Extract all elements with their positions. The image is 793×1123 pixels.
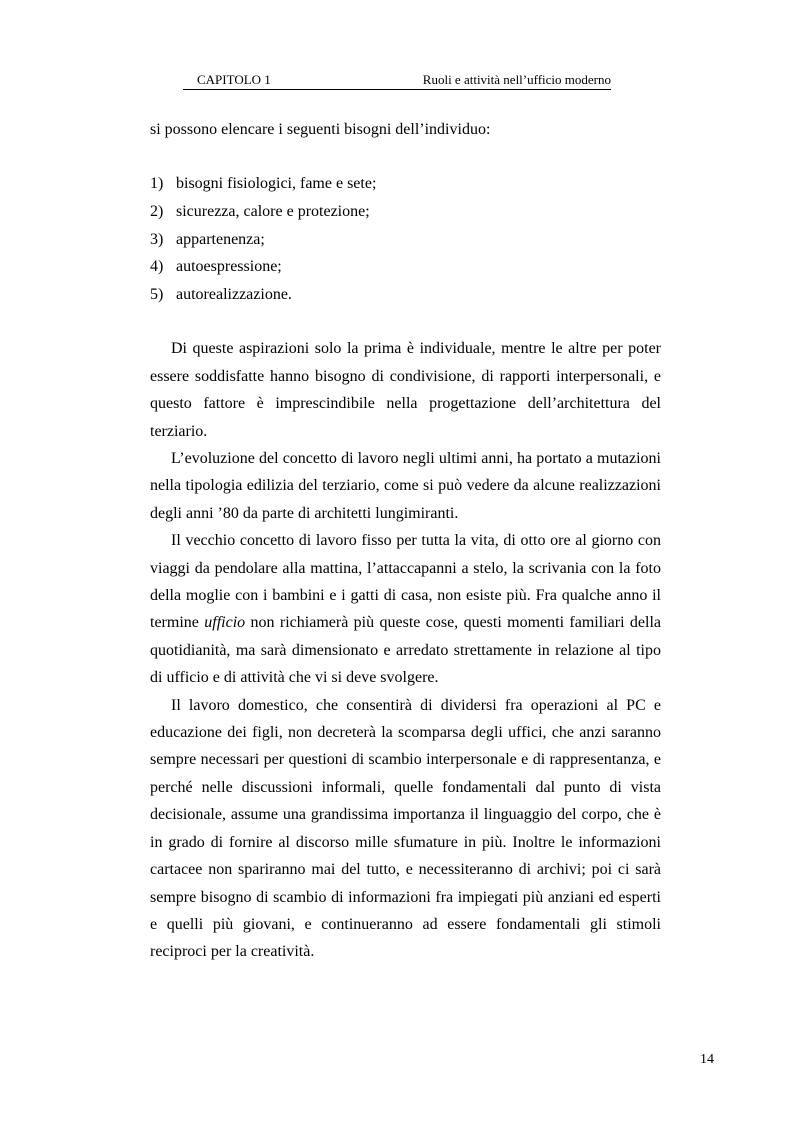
list-item-text: autoespressione; xyxy=(176,258,282,276)
list-item-number: 1) xyxy=(150,175,164,193)
list-item-number: 2) xyxy=(150,203,164,220)
section-title: Ruoli e attività nell’ufficio moderno xyxy=(422,72,611,87)
paragraph xyxy=(150,527,661,691)
emphasized-term: ufficio xyxy=(204,614,246,632)
needs-list xyxy=(150,170,661,308)
intro-sentence: si possono elencare i seguenti bisogni dell’individuo: xyxy=(150,121,491,138)
list-item xyxy=(150,253,661,281)
list-item xyxy=(150,198,661,226)
list-item-text: appartenenza; xyxy=(176,230,265,248)
list-item-number: 5) xyxy=(150,285,164,303)
list-item-text: autorealizzazione. xyxy=(176,285,292,303)
paragraph: L’evoluzione del concetto di lavoro negli ultimi anni, ha portato a mutazioni nella tipologia edilizia del terziario, come si può vedere da alcune realizzazioni degli anni ’80 da parte di architetti lungimiranti. xyxy=(150,450,661,522)
list-item-text: sicurezza, calore e protezione; xyxy=(176,203,370,220)
chapter-label: CAPITOLO 1 xyxy=(197,72,271,87)
paragraph-text: non richiamerà più queste cose, questi momenti familiari della quotidianità, ma sarà dimensionato e arredato strettamente in relazione al tipo di ufficio e di attività che vi si deve svolgere. xyxy=(150,614,661,687)
running-header xyxy=(183,71,611,90)
list-item xyxy=(150,226,661,254)
paragraph-text: Il vecchio concetto di lavoro fisso per tutta la vita, di otto ore al giorno con viaggi da pendolare alla mattina, l’attaccapanni a stelo, la scrivania con la foto della moglie con i bambini e i gatti di casa, non esiste più. Fra qualche anno il termine xyxy=(150,532,661,632)
list-item-number: 4) xyxy=(150,258,164,276)
page-number: 14 xyxy=(700,1052,714,1067)
list-item-number: 3) xyxy=(150,230,164,248)
list-item xyxy=(150,170,661,198)
list-item-text: bisogni fisiologici, fame e sete; xyxy=(176,175,377,193)
paragraph: Il lavoro domestico, che consentirà di dividersi fra operazioni al PC e educazione dei figli, non decreterà la scomparsa degli uffici, che anzi saranno sempre necessari per questioni di scambio interpersonale e di rappresentanza, e perché nelle discussioni informali, quelle fondamentali dal punto di vista decisionale, assume una grandissima importanza il linguaggio del corpo, che è in grado di fornire al discorso mille sfumature in più. Inoltre le informazioni cartacee non spariranno mai del tutto, e necessiteranno di archivi; poi ci sarà sempre bisogno di scambio di informazioni fra impiegati più anziani ed esperti e quelli più giovani, e continueranno ad essere fondamentali gli stimoli reciproci per la creatività. xyxy=(150,696,661,961)
body-text xyxy=(150,116,661,966)
paragraph: Di queste aspirazioni solo la prima è individuale, mentre le altre per poter essere soddisfatte hanno bisogno di condivisione, di rapporti interpersonali, e questo fattore è imprescindibile nella progettazione dell’architettura del terziario. xyxy=(150,340,661,440)
list-item xyxy=(150,281,661,309)
